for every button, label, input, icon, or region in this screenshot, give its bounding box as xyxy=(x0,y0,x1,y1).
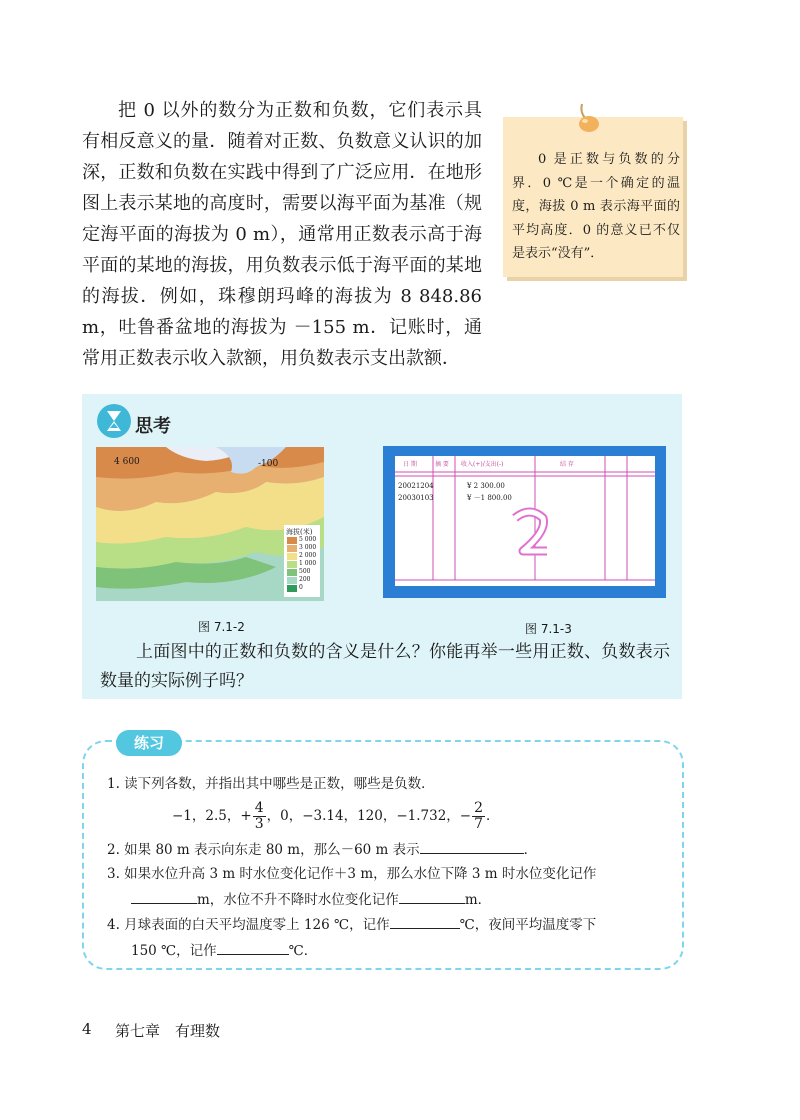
fraction-4-3 xyxy=(253,801,266,832)
ledger-header-cell: 摘 要 xyxy=(435,461,449,468)
topographic-map xyxy=(96,447,324,601)
fraction-denominator: 3 xyxy=(254,816,264,832)
figure-caption-1: 图 7.1-2 xyxy=(198,620,245,634)
ledger-lines xyxy=(395,456,655,586)
legend-value: 1 000 xyxy=(299,560,317,567)
side-note-text: 0 是正数与负数的分界．0 ℃是一个确定的温度，海拔 0 m 表示海平面的平均高度．0 的意义已不仅是表示“没有”． xyxy=(512,152,680,261)
peak-label: 4 600 xyxy=(114,457,140,467)
think-question: 上面图中的正数和负数的含义是什么？你能再举一些用正数、负数表示数量的实际例子吗？ xyxy=(100,642,670,691)
question-1-numbers xyxy=(172,798,500,834)
legend-value: 500 xyxy=(299,568,311,575)
ledger-header-cell: 结 存 xyxy=(560,461,574,468)
answer-blank[interactable] xyxy=(390,914,460,929)
ledger-amounts xyxy=(467,480,512,504)
fraction-2-7 xyxy=(472,801,485,832)
fraction-numerator: 4 xyxy=(254,800,264,816)
question-4-text: 4. 月球表面的白天平均温度零上 126 ℃，记作 xyxy=(107,917,390,933)
ledger-date: 20021204 xyxy=(398,482,434,490)
pushpin-icon xyxy=(572,102,602,136)
legend-value: 0 xyxy=(299,584,303,591)
fraction-numerator: 2 xyxy=(474,800,484,816)
answer-blank[interactable] xyxy=(420,839,524,854)
answer-blank[interactable] xyxy=(399,889,465,904)
question-4-line-2 xyxy=(131,940,317,961)
figure-caption-2: 图 7.1-3 xyxy=(525,622,572,636)
chapter-title: 第七章 有理数 xyxy=(115,1022,221,1040)
question-3-line-2 xyxy=(131,889,491,910)
question-4-end: ℃． xyxy=(288,943,318,959)
legend-value: 200 xyxy=(299,576,311,583)
question-3-text: m，水位不升不降时水位变化记作 xyxy=(197,892,399,908)
numbers-end: ． xyxy=(486,808,500,824)
fraction-denominator: 7 xyxy=(474,816,484,832)
ledger-dates xyxy=(398,480,434,504)
hourglass-icon xyxy=(96,403,132,439)
ledger-amount: ¥ －1 800.00 xyxy=(467,494,512,502)
ledger-page xyxy=(395,456,655,586)
ledger-header-cell: 日 期 xyxy=(403,461,417,468)
question-2 xyxy=(107,839,537,860)
legend-value: 2 000 xyxy=(299,552,317,559)
legend-value: 5 000 xyxy=(299,536,317,543)
answer-blank[interactable] xyxy=(131,889,197,904)
answer-blank[interactable] xyxy=(217,940,289,955)
legend-value: 3 000 xyxy=(299,544,317,551)
basin-label: -100 xyxy=(258,459,279,469)
question-2-end: ． xyxy=(523,842,538,858)
ledger-amount: ¥ 2 300.00 xyxy=(467,482,505,490)
map-legend xyxy=(299,536,316,592)
question-3-end: m． xyxy=(464,892,492,908)
map-graphic xyxy=(96,447,324,601)
question-4-text: 150 ℃，记作 xyxy=(131,943,217,959)
practice-title: 练习 xyxy=(116,730,182,756)
question-4-line-1 xyxy=(107,914,596,935)
think-title: 思考 xyxy=(135,416,171,437)
question-3-line-1: 3. 如果水位升高 3 m 时水位变化记作＋3 m，那么水位下降 3 m 时水位变化记作 xyxy=(107,866,597,882)
ledger-date: 20030103 xyxy=(398,494,434,502)
question-1: 1. 读下列各数，并指出其中哪些是正数，哪些是负数． xyxy=(107,776,435,792)
question-4-text: ℃，夜间平均温度零下 xyxy=(459,917,597,933)
numbers-part-a: −1，2.5，+ xyxy=(172,808,252,824)
question-2-text: 2. 如果 80 m 表示向东走 80 m，那么－60 m 表示 xyxy=(107,842,420,858)
main-paragraph: 把 0 以外的数分为正数和负数，它们表示具有相反意义的量．随着对正数、负数意义认识的加深，正数和负数在实践中得到了广泛应用．在地形图上表示某地的高度时，需要以海平面为基准（规定海平面的海拔为 0 m），通常用正数表示高于海平面的某地的海拔，用负数表示低于海平面的某地的海拔．例如，珠穆朗玛峰的海拔为 8 848.86 m，吐鲁番盆地的海拔为 －155 m．记账时，通常用正数表示收入款额，用负数表示支出款额． xyxy=(82,100,482,369)
ledger-header-cell: 收入(+)/支出(-) xyxy=(461,461,504,468)
page-number: 4 xyxy=(82,1020,92,1038)
numbers-part-b: ，0，−3.14，120，−1.732，− xyxy=(266,808,472,824)
legend-title: 海拔(米) xyxy=(286,528,313,536)
